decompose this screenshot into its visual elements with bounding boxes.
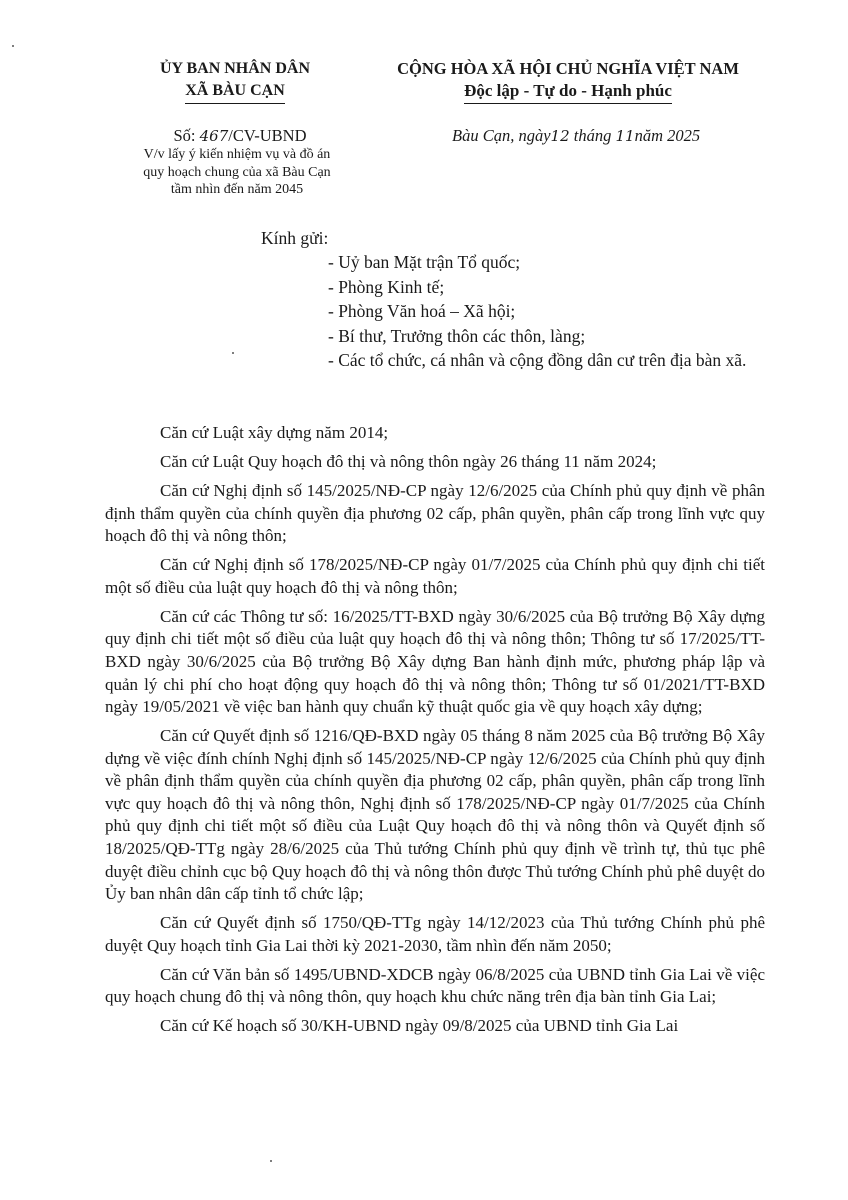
date-month: 11 — [615, 127, 635, 145]
document-body — [105, 422, 765, 1044]
subject-line: V/v lấy ý kiến nhiệm vụ và đồ án — [143, 147, 331, 162]
national-motto — [378, 58, 758, 104]
body-paragraph: Căn cứ Luật Quy hoạch đô thị và nông thôn ngày 26 tháng 11 năm 2024; — [160, 451, 657, 471]
document-number — [140, 126, 340, 146]
body-paragraph: Căn cứ Nghị định số 145/2025/NĐ-CP ngày 12/6/2025 của Chính phủ quy định về phân định thẩm quyền của chính quyền địa phương 02 cấp, phân quyền, phân cấp trong lĩnh vực quy hoạch đô thị và nông thôn; — [105, 480, 765, 546]
nation-line-2: Độc lập - Tự do - Hạnh phúc — [464, 80, 672, 104]
document-subject — [127, 146, 347, 199]
agency-line-2: XÃ BÀU CẠN — [185, 80, 285, 104]
body-paragraph: Căn cứ Nghị định số 178/2025/NĐ-CP ngày 01/7/2025 của Chính phủ quy định chi tiết một số điều của luật quy hoạch đô thị và nông thôn; — [105, 555, 765, 597]
subject-line: tầm nhìn đến năm 2045 — [170, 182, 304, 197]
body-paragraph: Căn cứ Văn bản số 1495/UBND-XDCB ngày 06/8/2025 của UBND tỉnh Gia Lai về việc quy hoạch chung đô thị và nông thôn, quy hoạch khu chức năng trên địa bàn tỉnh Gia Lai; — [105, 964, 765, 1007]
recipient-item: - Uỷ ban Mặt trận Tổ quốc; — [328, 252, 521, 272]
scan-speck — [270, 1160, 272, 1162]
date-year: năm 2025 — [634, 126, 701, 145]
recipient-item: - Bí thư, Trưởng thôn các thôn, làng; — [328, 325, 586, 346]
number-handwritten: 467 — [199, 127, 229, 145]
body-paragraph: Căn cứ Kế hoạch số 30/KH-UBND ngày 09/8/2025 của UBND tỉnh Gia Lai — [160, 1016, 679, 1036]
body-paragraph: Căn cứ Quyết định số 1216/QĐ-BXD ngày 05 tháng 8 năm 2025 của Bộ trưởng Bộ Xây dựng về việc đính chính Nghị định số 145/2025/NĐ-CP ngày 12/6/2025 của Chính phủ quy định về phân định thẩm quyền của chính quyền địa phương 02 cấp, phân quyền, phân cấp trong lĩnh vực quy hoạch đô thị và nông thôn, Nghị định số 178/2025/NĐ-CP ngày 01/7/2025 của Chính phủ quy định chi tiết một số điều của Luật Quy hoạch đô thị và nông thôn và Quyết định số 18/2025/QĐ-TTg ngày 28/6/2025 của Thủ tướng Chính phủ quy định về trình tự, thủ tục phê duyệt điều chỉnh cục bộ Quy hoạch đô thị và nông thôn được Thủ tướng Chính phủ phê duyệt do Ủy ban nhân dân cấp tỉnh tổ chức lập; — [105, 726, 765, 904]
date-place: Bàu Cạn, ngày — [452, 126, 551, 145]
date-line — [452, 126, 700, 146]
greeting: Kính gửi: — [261, 228, 329, 248]
body-paragraph: Căn cứ Quyết định số 1750/QĐ-TTg ngày 14/12/2023 của Thủ tướng Chính phủ phê duyệt Quy hoạch tỉnh Gia Lai thời kỳ 2021-2030, tầm nhìn đến năm 2050; — [105, 913, 765, 955]
scan-speck — [232, 352, 234, 354]
number-suffix: /CV-UBND — [228, 126, 307, 145]
subject-line: quy hoạch chung của xã Bàu Cạn — [143, 164, 331, 180]
scan-speck — [12, 45, 14, 47]
body-paragraph: Căn cứ Luật xây dựng năm 2014; — [160, 423, 389, 442]
nation-line-1: CỘNG HÒA XÃ HỘI CHỦ NGHĨA VIỆT NAM — [397, 59, 739, 78]
number-prefix: Số: — [173, 126, 196, 145]
recipient-item: - Phòng Văn hoá – Xã hội; — [328, 301, 516, 321]
recipient-item: - Các tổ chức, cá nhân và cộng đồng dân cư trên địa bàn xã. — [328, 350, 747, 370]
date-day: 12 — [550, 127, 570, 145]
date-month-label: tháng — [573, 126, 612, 145]
recipient-list — [328, 250, 768, 373]
issuing-agency — [135, 58, 335, 104]
agency-line-1: ỦY BAN NHÂN DÂN — [159, 60, 311, 77]
body-paragraph: Căn cứ các Thông tư số: 16/2025/TT-BXD ngày 30/6/2025 của Bộ trưởng Bộ Xây dựng quy định chi tiết một số điều của luật quy hoạch đô thị và nông thôn; Thông tư số 17/2025/TT-BXD ngày 30/6/2025 của Bộ trưởng Bộ Xây dựng Ban hành định mức, phương pháp lập và quản lý chi phí cho hoạt động quy hoạch đô thị và nông thôn; Thông tư số 01/2021/TT-BXD ngày 19/05/2021 về việc ban hành quy chuẩn kỹ thuật quốc gia về quy hoạch xây dựng; — [105, 606, 765, 717]
recipient-item: - Phòng Kinh tế; — [328, 276, 445, 297]
